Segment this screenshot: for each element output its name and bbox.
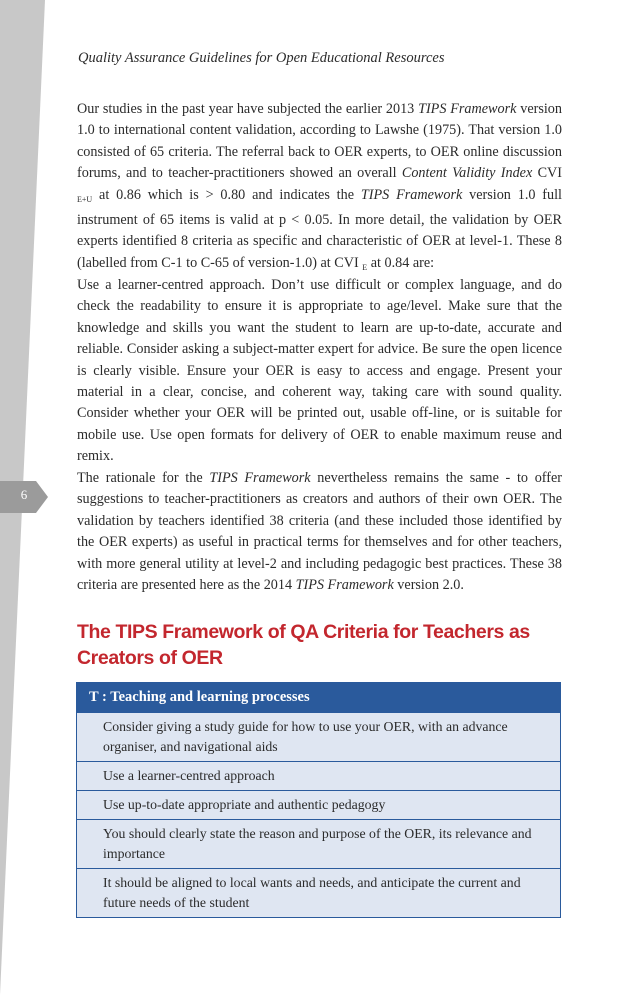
running-header: Quality Assurance Guidelines for Open Educational Resources (78, 50, 445, 66)
criteria-row: Use a learner-centred approach (77, 761, 560, 790)
section-heading: The TIPS Framework of QA Criteria for Teachers as Creators of OER (77, 621, 530, 669)
paragraph-validation: Our studies in the past year have subjected the earlier 2013 TIPS Framework version 1.0 to international content validation, according to Lawshe (1975). That version 1.0 consisted of 65 criteria. The referral back to OER experts, to OER online discussion forums, and to teacher-practitioners showed an overall Content Validity Index CVI $_{E+U}$ at 0.86 which is > 0.80 and indicates the TIPS Framework version 1.0 full instrument of 65 items is valid at p < 0.05. In more detail, the validation by OER experts identified 8 criteria as specific and characteristic of OER at level-1. These 8 (labelled from C-1 to C-65 of version-1.0) at CVI $_E$ at 0.84 are: (77, 101, 563, 272)
criteria-table (76, 682, 561, 918)
criteria-row: Consider giving a study guide for how to use your OER, with an advance organiser, and navigational aids (77, 712, 560, 761)
page-number: 6 (20, 487, 28, 502)
criteria-row: You should clearly state the reason and purpose of the OER, its relevance and importance (77, 819, 560, 868)
paragraph-criteria-list: Use a learner-centred approach. Don’t use difficult or complex language, and do check the readability to ensure it is appropriate to age/level. Make sure that the knowledge and skills you want the student to learn are up-to-date, accurate and reliable. Consider asking a subject-matter expert for advice. Be sure the open licence is clearly visible. Ensure your OER is easy to access and engage. Present your material in a clear, concise, and coherent way, taking care with sound quality. Consider whether your OER will be printed out, usable off-line, or is suitable for mobile use. Use open formats for delivery of OER to enable maximum reuse and remix. (77, 277, 562, 465)
criteria-row: Use up-to-date appropriate and authentic pedagogy (77, 790, 560, 819)
criteria-row: It should be aligned to local wants and needs, and anticipate the current and future needs of the student (77, 868, 560, 917)
paragraph-rationale: The rationale for the TIPS Framework nevertheless remains the same - to offer suggestions to teacher-practitioners as creators and authors of their own OER. The validation by teachers identified 38 criteria (and these included those identified by the OER experts) as useful in practical terms for themselves and for other teachers, with more general utility at level-2 and including pedagogic best practices. These 38 criteria are presented here as the 2014 TIPS Framework version 2.0. (77, 470, 562, 594)
criteria-table-header: T : Teaching and learning processes (77, 683, 560, 712)
